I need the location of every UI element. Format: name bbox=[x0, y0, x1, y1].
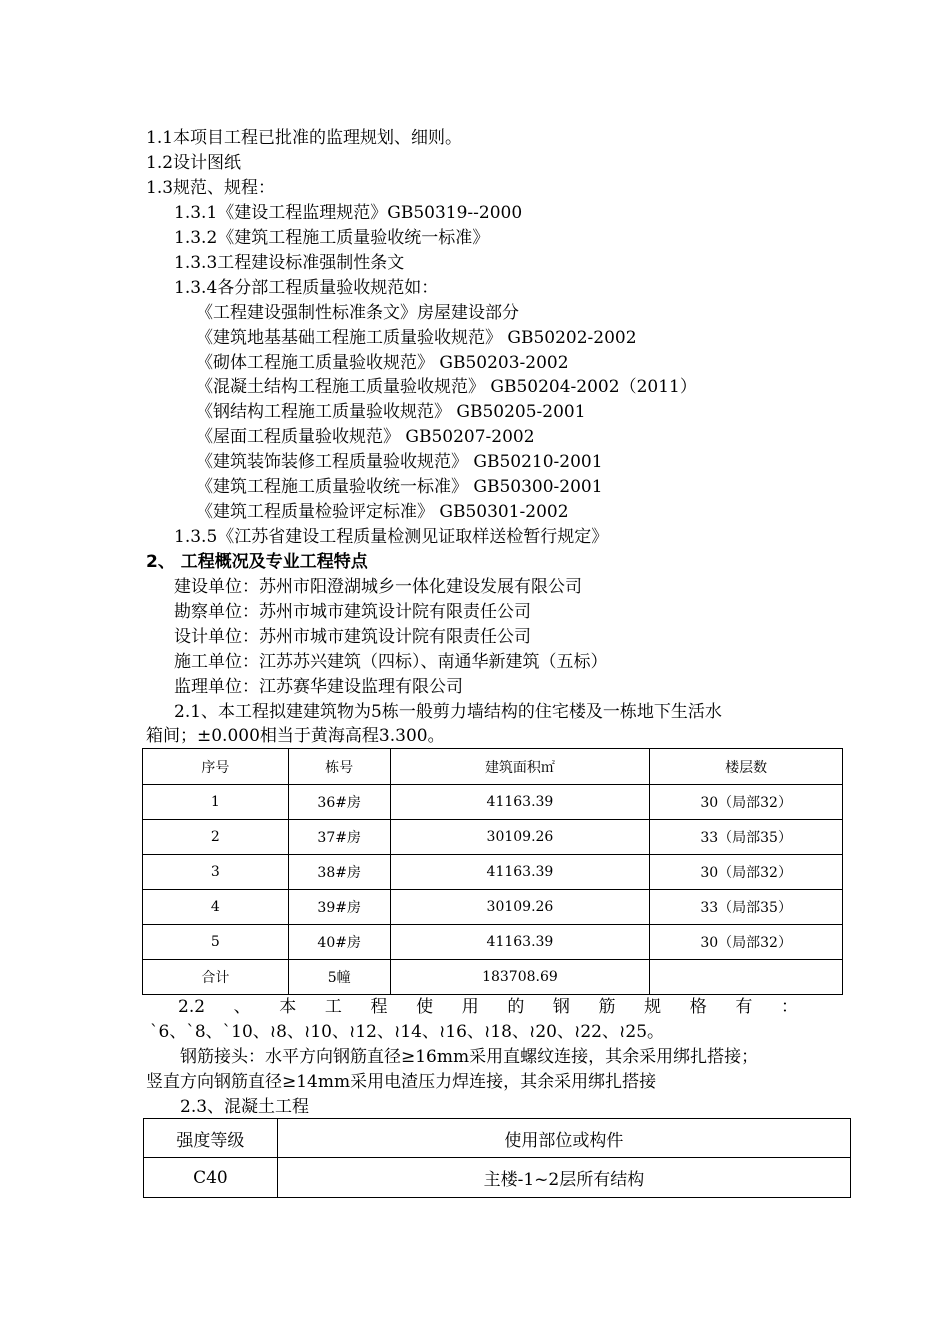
table-cell: 2 bbox=[143, 820, 289, 855]
item-1-2: 1.2设计图纸 bbox=[146, 153, 242, 173]
unit-line: 监理单位：江苏赛华建设监理有限公司 bbox=[174, 677, 463, 697]
word: 的 bbox=[507, 997, 525, 1017]
table-cell: 30109.26 bbox=[390, 820, 650, 855]
table-cell: 合计 bbox=[143, 960, 289, 995]
section-heading: 2、 工程概况及专业工程特点 bbox=[146, 552, 368, 572]
paragraph-2-1: 2.1、本工程拟建建筑物为5栋一般剪力墙结构的住宅楼及一栋地下生活水 bbox=[174, 702, 722, 722]
table-cell: 40#房 bbox=[288, 925, 390, 960]
table-row bbox=[143, 925, 843, 960]
unit-line: 施工单位：江苏苏兴建筑（四标）、南通华新建筑（五标） bbox=[174, 652, 608, 672]
word: ： bbox=[780, 997, 798, 1017]
item-1-3-3: 1.3.3工程建设标准强制性条文 bbox=[174, 253, 405, 273]
table-cell: 183708.69 bbox=[390, 960, 650, 995]
item-1-3-2: 1.3.2《建筑工程施工质量验收统一标准》 bbox=[174, 228, 490, 248]
standard-item: 《砌体工程施工质量验收规范》 GB50203-2002 bbox=[196, 353, 569, 373]
table-row bbox=[143, 785, 843, 820]
table-row bbox=[144, 1158, 851, 1198]
word: 工 bbox=[324, 997, 342, 1017]
standard-item: 《工程建设强制性标准条文》房屋建设部分 bbox=[196, 303, 519, 323]
standard-item: 《建筑工程质量检验评定标准》 GB50301-2002 bbox=[196, 502, 569, 522]
word: 规 bbox=[644, 997, 662, 1017]
table-cell: 5幢 bbox=[288, 960, 390, 995]
table-header-cell: 使用部位或构件 bbox=[277, 1119, 850, 1158]
word: 2.2 bbox=[178, 997, 206, 1017]
table-cell: C40 bbox=[144, 1158, 278, 1198]
table-cell: 30（局部32） bbox=[650, 785, 843, 820]
table-cell: 41163.39 bbox=[390, 925, 650, 960]
word: 钢 bbox=[552, 997, 570, 1017]
word: 使 bbox=[416, 997, 434, 1017]
item-1-3: 1.3规范、规程： bbox=[146, 178, 276, 198]
table-header-row bbox=[143, 749, 843, 785]
item-1-3-1: 1.3.1《建设工程监理规范》GB50319--2000 bbox=[174, 203, 523, 223]
word: 本 bbox=[279, 997, 297, 1017]
table-cell bbox=[650, 960, 843, 995]
rebar-joint-text: 钢筋接头：水平方向钢筋直径≥16mm采用直螺纹连接，其余采用绑扎搭接； bbox=[180, 1047, 759, 1067]
word: 、 bbox=[233, 997, 251, 1017]
table-cell: 39#房 bbox=[288, 890, 390, 925]
table-row bbox=[143, 855, 843, 890]
building-table bbox=[142, 748, 843, 995]
table-header-cell: 强度等级 bbox=[144, 1119, 278, 1158]
table-cell: 主楼-1~2层所有结构 bbox=[277, 1158, 850, 1198]
standard-item: 《屋面工程质量验收规范》 GB50207-2002 bbox=[196, 427, 535, 447]
table-cell: 30（局部32） bbox=[650, 855, 843, 890]
table-cell: 3 bbox=[143, 855, 289, 890]
table-row bbox=[143, 890, 843, 925]
standard-item: 《建筑地基基础工程施工质量验收规范》 GB50202-2002 bbox=[196, 328, 637, 348]
standard-item: 《建筑工程施工质量验收统一标准》 GB50300-2001 bbox=[196, 477, 603, 497]
table-cell: 36#房 bbox=[288, 785, 390, 820]
word: 程 bbox=[370, 997, 388, 1017]
unit-line: 勘察单位：苏州市城市建筑设计院有限责任公司 bbox=[174, 602, 531, 622]
word: 用 bbox=[461, 997, 479, 1017]
item-1-3-4: 1.3.4各分部工程质量验收规范如： bbox=[174, 278, 439, 298]
section-2-3: 2.3、混凝土工程 bbox=[180, 1097, 310, 1117]
word: 筋 bbox=[598, 997, 616, 1017]
table-cell: 33（局部35） bbox=[650, 820, 843, 855]
table-header-cell: 建筑面积㎡ bbox=[390, 749, 650, 785]
table-cell: 30109.26 bbox=[390, 890, 650, 925]
rebar-joint-text-cont: 竖直方向钢筋直径≥14mm采用电渣压力焊连接，其余采用绑扎搭接 bbox=[146, 1072, 657, 1092]
table-cell: 33（局部35） bbox=[650, 890, 843, 925]
standard-item: 《混凝土结构工程施工质量验收规范》 GB50204-2002（2011） bbox=[196, 377, 697, 397]
word: 有 bbox=[735, 997, 753, 1017]
table-row bbox=[143, 820, 843, 855]
word: 格 bbox=[689, 997, 707, 1017]
item-1-3-5: 1.3.5《江苏省建设工程质量检测见证取样送检暂行规定》 bbox=[174, 527, 609, 547]
table-header-cell: 栋号 bbox=[288, 749, 390, 785]
table-cell: 37#房 bbox=[288, 820, 390, 855]
table-header-cell: 序号 bbox=[143, 749, 289, 785]
unit-line: 建设单位：苏州市阳澄湖城乡一体化建设发展有限公司 bbox=[174, 577, 582, 597]
table-total-row bbox=[143, 960, 843, 995]
rebar-spec-list: `6、`8、`10、≀8、≀10、≀12、≀14、≀16、≀18、≀20、≀22、≀25。 bbox=[150, 1022, 665, 1042]
table-cell: 38#房 bbox=[288, 855, 390, 890]
table-cell: 1 bbox=[143, 785, 289, 820]
item-1-1: 1.1本项目工程已批准的监理规划、细则。 bbox=[146, 128, 463, 148]
standard-item: 《钢结构工程施工质量验收规范》 GB50205-2001 bbox=[196, 402, 586, 422]
table-cell: 41163.39 bbox=[390, 785, 650, 820]
paragraph-2-2 bbox=[178, 996, 798, 1018]
paragraph-2-1-cont: 箱间；±0.000相当于黄海高程3.300。 bbox=[146, 726, 445, 746]
concrete-table bbox=[143, 1118, 851, 1198]
table-cell: 41163.39 bbox=[390, 855, 650, 890]
table-header-cell: 楼层数 bbox=[650, 749, 843, 785]
table-header-row bbox=[144, 1119, 851, 1158]
table-cell: 4 bbox=[143, 890, 289, 925]
standard-item: 《建筑装饰装修工程质量验收规范》 GB50210-2001 bbox=[196, 452, 603, 472]
table-cell: 30（局部32） bbox=[650, 925, 843, 960]
unit-line: 设计单位：苏州市城市建筑设计院有限责任公司 bbox=[174, 627, 531, 647]
table-cell: 5 bbox=[143, 925, 289, 960]
